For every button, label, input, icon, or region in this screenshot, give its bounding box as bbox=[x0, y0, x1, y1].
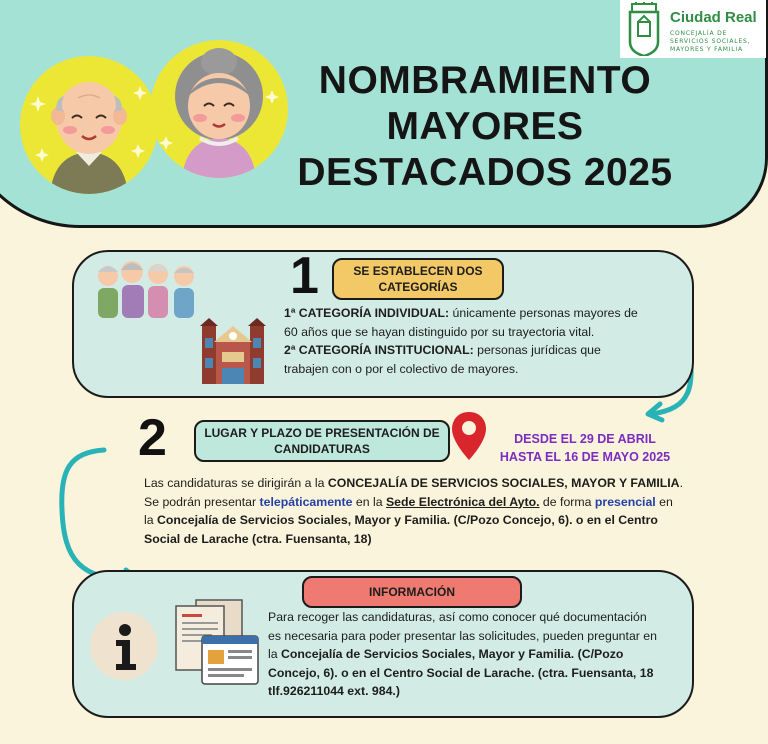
submission-text-part: en la bbox=[352, 494, 386, 509]
submission-text-part: Las candidaturas se dirigirán a la bbox=[144, 476, 328, 490]
deadline-pill: LUGAR Y PLAZO DE PRESENTACIÓN DE CANDIDATURAS bbox=[194, 420, 450, 462]
information-text bbox=[268, 608, 660, 701]
in-person-keyword: presencial bbox=[594, 494, 656, 509]
date-range bbox=[470, 430, 700, 466]
title-line-2: MAYORES bbox=[386, 105, 584, 148]
category2-text: personas jurídicas que trabajen con o por el colectivo de mayores. bbox=[284, 343, 601, 376]
online-keyword: telepáticamente bbox=[259, 494, 353, 509]
category2-label: 2ª CATEGORÍA INSTITUCIONAL: bbox=[284, 343, 474, 357]
information-text-part: Para recoger las candidaturas, así como conocer qué documentación es necesaria para poder presentar las solicitudes, pueden preguntar en la bbox=[268, 610, 657, 661]
step-number-1: 1 bbox=[290, 247, 319, 305]
information-pill: INFORMACIÓN bbox=[302, 576, 522, 608]
logo-subtitle: CONCEJALÍA DE SERVICIOS SOCIALES, MAYORES Y FAMILIA bbox=[670, 30, 751, 53]
arrow-left bbox=[62, 450, 136, 580]
office-addresses: Concejalía de Servicios Sociales, Mayor y Familia. (C/Pozo Concejo, 6). o en el Centro Social de Larache (ctra. Fuensanta, 18) bbox=[144, 513, 658, 546]
department-name: CONCEJALÍA DE SERVICIOS SOCIALES, MAYOR Y FAMILIA bbox=[327, 476, 680, 490]
submission-text-part: . Se podrán presentar bbox=[144, 476, 683, 509]
sede-electronica-link[interactable]: Sede Electrónica del Ayto. bbox=[385, 494, 540, 509]
date-start: DESDE EL 29 DE ABRIL bbox=[514, 432, 656, 446]
info-icon bbox=[88, 610, 160, 686]
title-line-1: NOMBRAMIENTO bbox=[318, 59, 652, 102]
documents-icon bbox=[174, 598, 264, 692]
contact-details: Concejalía de Servicios Sociales, Mayor y Familia. (C/Pozo Concejo, 6). o en el Centro Social de Larache. (ctra. Fuensanta, 18 tlf.926211044 ext. 984.) bbox=[268, 647, 654, 698]
category1-label: 1ª CATEGORÍA INDIVIDUAL: bbox=[284, 306, 450, 320]
title-line-3: DESTACADOS 2025 bbox=[297, 151, 673, 194]
date-end: HASTA EL 16 DE MAYO 2025 bbox=[499, 450, 671, 464]
categories-pill: SE ESTABLECEN DOS CATEGORÍAS bbox=[332, 258, 504, 300]
submission-text-part: en la bbox=[144, 494, 673, 527]
logo-title: Ciudad Real bbox=[670, 9, 757, 26]
elderly-group-icon bbox=[92, 258, 204, 326]
submission-text-part: de forma bbox=[539, 494, 595, 509]
categories-text bbox=[284, 304, 648, 378]
step-number-2: 2 bbox=[138, 409, 167, 467]
category1-text: únicamente personas mayores de 60 años que se hayan distinguido por su trayectoria vital. bbox=[284, 306, 638, 339]
building-icon bbox=[198, 318, 268, 390]
submission-text bbox=[144, 474, 684, 548]
